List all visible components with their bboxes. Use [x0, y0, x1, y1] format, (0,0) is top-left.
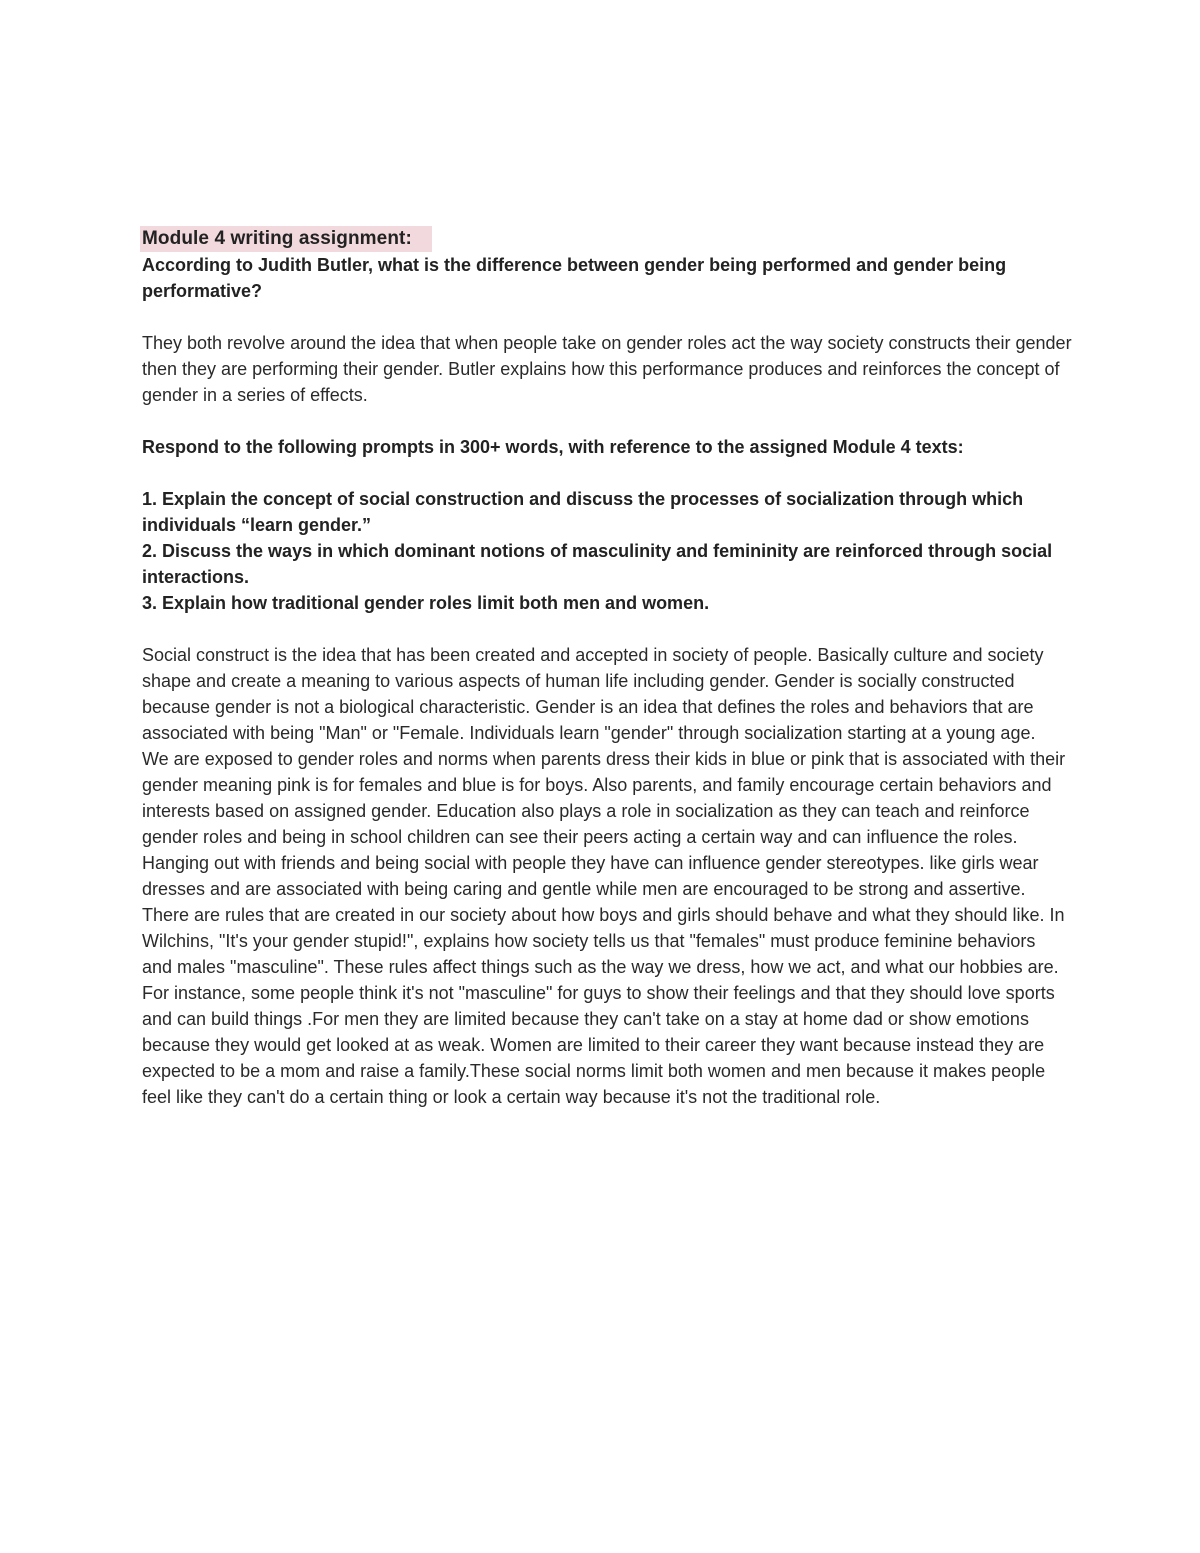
- spacer: [142, 408, 1072, 434]
- spacer: [142, 460, 1072, 486]
- prompt-list: [142, 486, 1072, 616]
- prompt-item-1: 1. Explain the concept of social construction and discuss the processes of socialization through which individuals “learn gender.”: [142, 489, 1024, 535]
- prompt-item-3: 3. Explain how traditional gender roles limit both men and women.: [142, 593, 710, 613]
- instructions: Respond to the following prompts in 300+ words, with reference to the assigned Module 4 texts:: [142, 437, 964, 457]
- assignment-title: Module 4 writing assignment:: [140, 226, 432, 252]
- essay-response: Social construct is the idea that has been created and accepted in society of people. Basically culture and society shape and create a meaning to various aspects of human life including gender. Gender is socially constructed because gender is not a biological characteristic. Gender is an idea that defines the roles and behaviors that are associated with being "Man" or "Female. Individuals learn "gender" through socialization starting at a young age. We are exposed to gender roles and norms when parents dress their kids in blue or pink that is associated with their gender meaning pink is for females and blue is for boys. Also parents, and family encourage certain behaviors and interests based on assigned gender. Education also plays a role in socialization as they can teach and reinforce gender roles and being in school children can see their peers acting a certain way and can influence the roles. Hanging out with friends and being social with people they have can influence gender stereotypes. like girls wear dresses and are associated with being caring and gentle while men are encouraged to be strong and assertive. There are rules that are created in our society about how boys and girls should behave and what they should like. In Wilchins, "It's your gender stupid!", explains how society tells us that "females" must produce feminine behaviors and males "masculine". These rules affect things such as the way we dress, how we act, and what our hobbies are. For instance, some people think it's not "masculine" for guys to show their feelings and that they should love sports and can build things .For men they are limited because they can't take on a stay at home dad or show emotions because they would get looked at as weak. Women are limited to their career they want because instead they are expected to be a mom and raise a family.These social norms limit both women and men because it makes people feel like they can't do a certain thing or look a certain way because it's not the traditional role.: [142, 645, 1066, 1107]
- prompt-item-2: 2. Discuss the ways in which dominant notions of masculinity and femininity are reinforced through social interactions.: [142, 541, 1053, 587]
- butler-question: According to Judith Butler, what is the difference between gender being performed and gender being performative?: [142, 255, 1007, 301]
- spacer: [142, 304, 1072, 330]
- document-page: [142, 226, 1072, 1110]
- spacer: [142, 616, 1072, 642]
- butler-answer: They both revolve around the idea that when people take on gender roles act the way society constructs their gender then they are performing their gender. Butler explains how this performance produces and reinforces the concept of gender in a series of effects.: [142, 333, 1072, 405]
